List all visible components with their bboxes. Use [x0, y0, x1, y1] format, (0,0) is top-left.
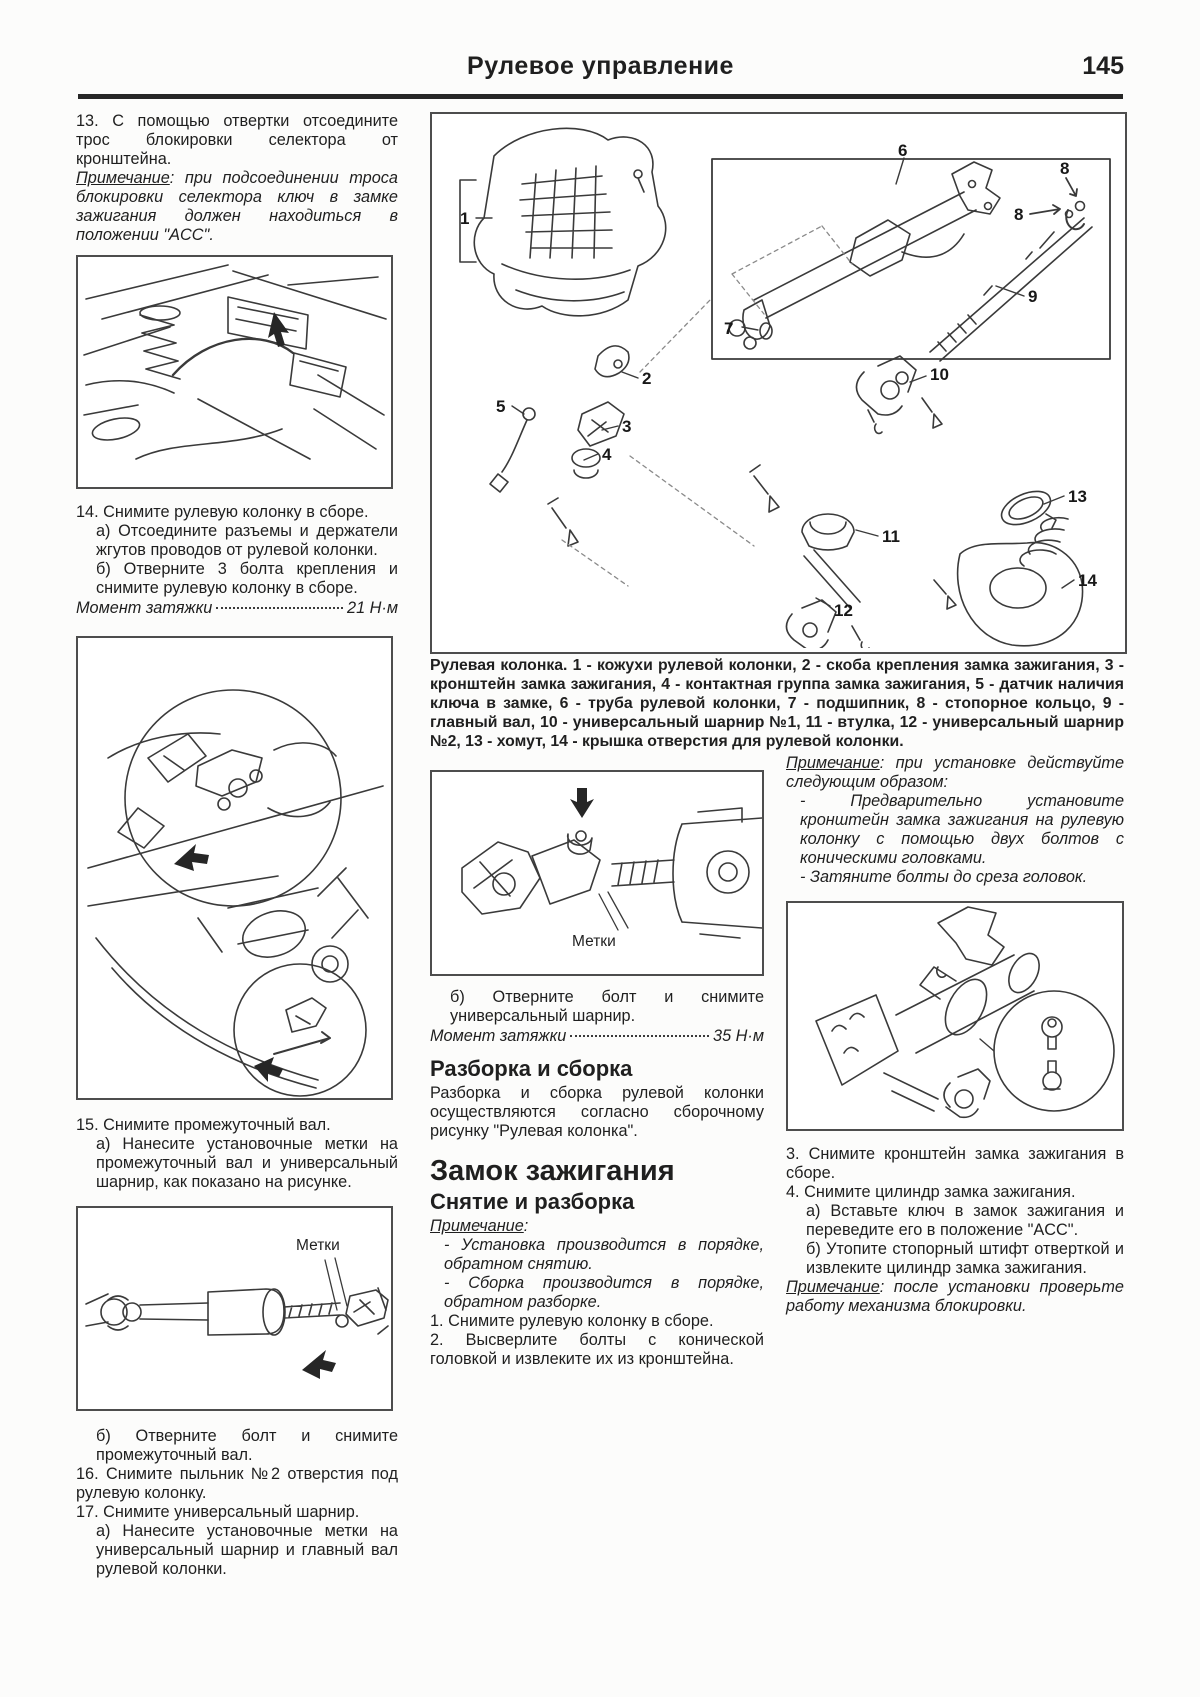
marks-callout-label: Метки: [296, 1237, 340, 1254]
step-13-text: 13. С помощью отвертки отсоедините трос блокировки селектора от кронштейна.: [76, 112, 398, 168]
right-note-2: [786, 1278, 1124, 1316]
marks-callout-label: Метки: [572, 933, 616, 950]
step-4-text: 4. Снимите цилиндр замка зажигания.: [786, 1183, 1076, 1201]
heading-disassembly: Разборка и сборка: [430, 1056, 633, 1081]
right-column: [786, 754, 1124, 1316]
page-number: 145: [1082, 52, 1124, 80]
part-label-6: 6: [898, 141, 908, 160]
middle-note-item-2: - Сборка производится в порядке, обратном разборке.: [444, 1274, 764, 1311]
part-label-10: 10: [930, 365, 949, 384]
torque-spec-21: [76, 599, 398, 618]
right-note-label: Примечание: [786, 754, 880, 772]
page-title: Рулевое управление: [467, 52, 734, 80]
column-under-dash-sketch: [78, 638, 391, 1098]
stepB-text: б) Отверните болт и снимите универсальный шарнир.: [450, 988, 764, 1025]
middle-note-colon: :: [523, 1217, 529, 1235]
step-17-text: 17. Снимите универсальный шарнир.: [76, 1503, 360, 1521]
middle-note: [430, 1217, 764, 1236]
part-label-8b: 8: [1014, 205, 1024, 224]
middle-note-item-1: - Установка производится в порядке, обратном снятию.: [444, 1236, 764, 1273]
step-14a-text: а) Отсоедините разъемы и держатели жгутов проводов от рулевой колонки.: [96, 522, 398, 559]
heading-ignition-lock: Замок зажигания: [430, 1155, 675, 1187]
left-column: [76, 112, 398, 1579]
part-label-4: 4: [602, 445, 612, 464]
disassembly-text: Разборка и сборка рулевой колонки осуществляются согласно сборочному рисунку "Рулевая колонка".: [430, 1084, 764, 1140]
step-14-text: 14. Снимите рулевую колонку в сборе.: [76, 503, 369, 521]
step-17a-text: а) Нанесите установочные метки на универсальный шарнир и главный вал рулевой колонки.: [96, 1522, 398, 1578]
note-13-label: Примечание: [76, 169, 170, 187]
part-label-3: 3: [622, 417, 632, 436]
heading-removal: Снятие и разборка: [430, 1189, 635, 1214]
right-note: [786, 754, 1124, 792]
part-label-11: 11: [882, 527, 900, 546]
figure-intermediate-shaft: [76, 1206, 393, 1411]
part-label-13: 13: [1068, 487, 1087, 506]
step-2-text: 2. Высверлите болты с конической головкой и извлеките их из кронштейна.: [430, 1331, 764, 1368]
figure-steering-column-exploded: [430, 112, 1127, 654]
figure-column-under-dash: [76, 636, 393, 1100]
torque-spec-35: [430, 1027, 764, 1046]
step-16-text: 16. Снимите пыльник №2 отверстия под рулевую колонку.: [76, 1465, 398, 1502]
step-4a-text: а) Вставьте ключ в замок зажигания и переведите его в положение "ACC".: [806, 1202, 1124, 1239]
torque-value: 21 Н·м: [347, 599, 398, 617]
right-note-2-body: : после установки проверьте работу механизма блокировки.: [786, 1278, 1124, 1315]
right-note-item-1: - Предварительно установите кронштейн замка зажигания на рулевую колонку с помощью двух болтов с коническими головками.: [800, 792, 1124, 867]
dotted-leader: [216, 607, 343, 609]
part-label-8a: 8: [1060, 159, 1070, 178]
torque-label: Момент затяжки: [430, 1027, 567, 1045]
step-1-text: 1. Снимите рулевую колонку в сборе.: [430, 1312, 714, 1330]
exploded-diagram-sketch: [432, 114, 1121, 648]
step-15-text: 15. Снимите промежуточный вал.: [76, 1116, 331, 1134]
right-note-2-label: Примечание: [786, 1278, 880, 1296]
part-label-14: 14: [1078, 571, 1097, 590]
engine-bay-sketch: [78, 257, 391, 487]
diagram-caption: Рулевая колонка. 1 - кожухи рулевой колонки, 2 - скоба крепления замка зажигания, 3 - кронштейн замка зажигания, 4 - контактная группа замка зажигания, 5 - датчик наличия ключа в замке, 6 - труба рулевой колонки, 7 - подшипник, 8 - стопорное кольцо, 9 - главный вал, 10 - универсальный шарнир №1, 11 - втулка, 12 - универсальный шарнир №2, 13 - хомут, 14 - крышка отверстия для рулевой колонки.: [430, 657, 1124, 750]
figure-selector-cable: [76, 255, 393, 489]
right-note-item-2: - Затяните болты до среза головок.: [800, 868, 1088, 886]
header-rule: [78, 94, 1123, 99]
note-13: [76, 169, 398, 245]
figure-ujoint-marks: [430, 770, 764, 976]
step-14b-text: б) Отверните 3 болта крепления и снимите рулевую колонку в сборе.: [96, 560, 398, 597]
figure-bracket-bolts: [786, 901, 1124, 1131]
part-label-5: 5: [496, 397, 506, 416]
dotted-leader: [570, 1035, 709, 1037]
part-label-2: 2: [642, 369, 652, 388]
part-label-9: 9: [1028, 287, 1038, 306]
part-label-7: 7: [724, 319, 734, 338]
intermediate-shaft-sketch: [78, 1208, 391, 1409]
note-13-body: : при подсоединении троса блокировки селектора ключ в замке зажигания должен находиться в положении "ACC".: [76, 169, 398, 244]
right-note-body: : при установке действуйте следующим образом:: [786, 754, 1124, 791]
torque-label: Момент затяжки: [76, 599, 213, 617]
step-4b-text: б) Утопите стопорный штифт отверткой и извлеките цилиндр замка зажигания.: [806, 1240, 1124, 1277]
middle-note-label: Примечание: [430, 1217, 524, 1235]
middle-column: [430, 770, 764, 1369]
part-label-1: 1: [460, 209, 470, 228]
torque-value: 35 Н·м: [713, 1027, 764, 1045]
part-label-12: 12: [834, 601, 853, 620]
step-15b-text: б) Отверните болт и снимите промежуточный вал.: [96, 1427, 398, 1464]
step-3-text: 3. Снимите кронштейн замка зажигания в сборе.: [786, 1145, 1124, 1182]
step-15a-text: а) Нанесите установочные метки на промежуточный вал и универсальный шарнир, как показано на рисунке.: [96, 1135, 398, 1191]
bracket-bolts-sketch: [788, 903, 1118, 1125]
